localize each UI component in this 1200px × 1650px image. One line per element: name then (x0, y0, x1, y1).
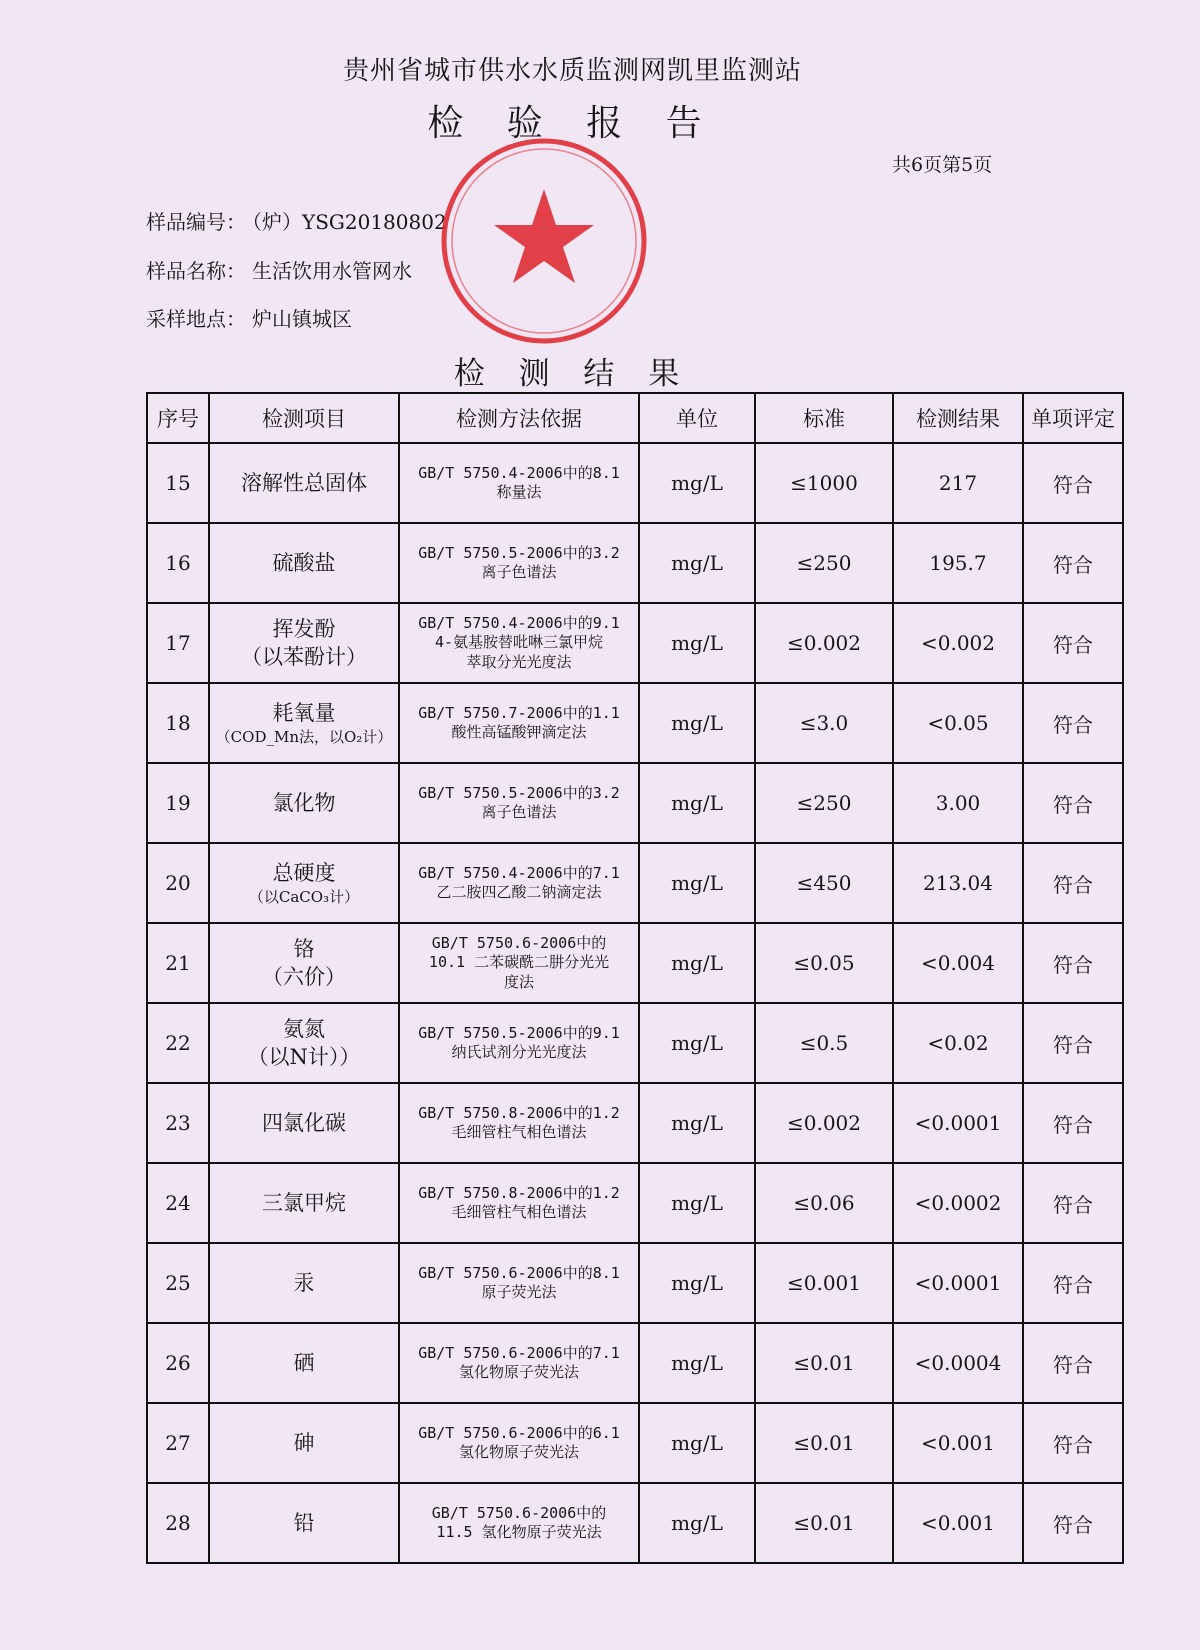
results-table (146, 392, 1124, 1564)
cell-method (399, 1403, 639, 1483)
cell-result: 195.7 (893, 523, 1023, 603)
item-name: 氨氮 (283, 1016, 325, 1041)
cell-standard: ≤450 (755, 843, 893, 923)
cell-standard: ≤250 (755, 763, 893, 843)
method-line: GB/T 5750.5-2006中的9.1 (418, 1023, 620, 1042)
cell-standard: ≤0.5 (755, 1003, 893, 1083)
header-verdict: 单项评定 (1023, 393, 1123, 443)
cell-no: 20 (147, 843, 209, 923)
method-line: 离子色谱法 (481, 563, 557, 581)
cell-result: <0.002 (893, 603, 1023, 683)
cell-unit: mg/L (639, 443, 755, 523)
cell-verdict: 符合 (1023, 843, 1123, 923)
cell-unit: mg/L (639, 683, 755, 763)
cell-result: <0.0001 (893, 1243, 1023, 1323)
item-name: 氯化物 (272, 790, 336, 815)
cell-item (209, 1163, 399, 1243)
method-line: GB/T 5750.4-2006中的7.1 (418, 863, 620, 882)
table-row (147, 1003, 1123, 1083)
table-row (147, 1323, 1123, 1403)
method-line: 毛细管柱气相色谱法 (451, 1203, 587, 1221)
cell-method (399, 683, 639, 763)
cell-item (209, 1243, 399, 1323)
cell-verdict: 符合 (1023, 1083, 1123, 1163)
cell-result: <0.0001 (893, 1083, 1023, 1163)
item-name: 硫酸盐 (272, 550, 336, 575)
item-name: 三氯甲烷 (262, 1190, 346, 1215)
method-line: GB/T 5750.5-2006中的3.2 (418, 543, 620, 562)
cell-item (209, 683, 399, 763)
cell-standard: ≤3.0 (755, 683, 893, 763)
cell-item (209, 1403, 399, 1483)
cell-result: <0.001 (893, 1403, 1023, 1483)
cell-verdict: 符合 (1023, 1003, 1123, 1083)
table-row (147, 923, 1123, 1003)
item-name: 汞 (293, 1270, 315, 1295)
method-line: 氢化物原子荧光法 (458, 1443, 579, 1461)
cell-result: <0.004 (893, 923, 1023, 1003)
method-line: 4-氨基胺替吡啉三氯甲烷 (434, 633, 604, 652)
cell-unit: mg/L (639, 1483, 755, 1563)
item-note: （COD_Mn法，以O₂计） (215, 728, 393, 747)
method-line: 称量法 (496, 483, 542, 501)
method-line: 乙二胺四乙酸二钠滴定法 (436, 883, 602, 901)
cell-unit: mg/L (639, 1403, 755, 1483)
method-line: 原子荧光法 (481, 1283, 557, 1301)
item-note: （以苯酚计） (241, 645, 367, 669)
item-name: 砷 (293, 1430, 315, 1455)
item-name: 溶解性总固体 (241, 470, 367, 495)
method-line: 10.1 二苯碳酰二肼分光光 (428, 953, 610, 972)
cell-no: 18 (147, 683, 209, 763)
item-name: 硒 (293, 1350, 315, 1375)
cell-verdict: 符合 (1023, 443, 1123, 523)
table-row (147, 763, 1123, 843)
cell-standard: ≤250 (755, 523, 893, 603)
header-method: 检测方法依据 (399, 393, 639, 443)
cell-no: 21 (147, 923, 209, 1003)
cell-method (399, 1163, 639, 1243)
cell-method (399, 443, 639, 523)
cell-item (209, 843, 399, 923)
cell-item (209, 1083, 399, 1163)
table-row (147, 1163, 1123, 1243)
table-row (147, 1403, 1123, 1483)
item-name: 铅 (293, 1510, 315, 1535)
method-line: GB/T 5750.7-2006中的1.1 (418, 703, 620, 722)
cell-standard: ≤0.06 (755, 1163, 893, 1243)
method-line: GB/T 5750.6-2006中的8.1 (418, 1263, 620, 1282)
method-line: GB/T 5750.6-2006中的6.1 (418, 1423, 620, 1442)
method-line: 11.5 氢化物原子荧光法 (436, 1523, 602, 1541)
sample-name-label: 样品名称： (146, 259, 246, 283)
cell-unit: mg/L (639, 1083, 755, 1163)
cell-standard: ≤0.002 (755, 603, 893, 683)
cell-result: 217 (893, 443, 1023, 523)
table-row (147, 1243, 1123, 1323)
cell-unit: mg/L (639, 763, 755, 843)
method-line: 氢化物原子荧光法 (458, 1363, 579, 1381)
item-name: 铬 (293, 936, 315, 961)
cell-unit: mg/L (639, 1163, 755, 1243)
table-header-row (147, 393, 1123, 443)
cell-standard: ≤1000 (755, 443, 893, 523)
cell-result: 3.00 (893, 763, 1023, 843)
sample-number (146, 206, 447, 235)
table-row (147, 1483, 1123, 1563)
cell-no: 19 (147, 763, 209, 843)
table-row (147, 683, 1123, 763)
cell-verdict: 符合 (1023, 1483, 1123, 1563)
cell-standard: ≤0.002 (755, 1083, 893, 1163)
cell-verdict: 符合 (1023, 683, 1123, 763)
cell-method (399, 1003, 639, 1083)
item-name: 耗氧量 (272, 700, 336, 725)
cell-no: 23 (147, 1083, 209, 1163)
table-row (147, 843, 1123, 923)
sample-location (146, 303, 352, 332)
header-result: 检测结果 (893, 393, 1023, 443)
sample-number-value: （炉）YSG20180802 (252, 210, 447, 234)
cell-item (209, 1323, 399, 1403)
cell-result: <0.05 (893, 683, 1023, 763)
cell-no: 25 (147, 1243, 209, 1323)
cell-no: 28 (147, 1483, 209, 1563)
cell-verdict: 符合 (1023, 603, 1123, 683)
results-title: 检 测 结 果 (453, 356, 692, 392)
item-note: （六价） (262, 965, 346, 989)
cell-no: 26 (147, 1323, 209, 1403)
item-note: （以CaCO₃计） (248, 888, 360, 907)
header-standard: 标准 (755, 393, 893, 443)
header-unit: 单位 (639, 393, 755, 443)
cell-standard: ≤0.001 (755, 1243, 893, 1323)
cell-unit: mg/L (639, 1003, 755, 1083)
method-line: 毛细管柱气相色谱法 (451, 1123, 587, 1141)
cell-item (209, 603, 399, 683)
cell-standard: ≤0.01 (755, 1403, 893, 1483)
cell-unit: mg/L (639, 923, 755, 1003)
cell-verdict: 符合 (1023, 1403, 1123, 1483)
cell-verdict: 符合 (1023, 523, 1123, 603)
cell-verdict: 符合 (1023, 763, 1123, 843)
method-line: GB/T 5750.4-2006中的8.1 (418, 463, 620, 482)
method-line: 离子色谱法 (481, 803, 557, 821)
sample-location-label: 采样地点： (146, 307, 246, 331)
cell-unit: mg/L (639, 603, 755, 683)
method-line: GB/T 5750.6-2006中的 (431, 933, 607, 952)
cell-method (399, 603, 639, 683)
sample-location-value: 炉山镇城区 (252, 307, 352, 331)
cell-unit: mg/L (639, 1323, 755, 1403)
report-title: 检 验 报 告 (427, 103, 718, 144)
cell-item (209, 1483, 399, 1563)
item-name: 挥发酚 (272, 616, 336, 641)
table-row (147, 1083, 1123, 1163)
method-line: GB/T 5750.5-2006中的3.2 (418, 783, 620, 802)
cell-method (399, 763, 639, 843)
header-item: 检测项目 (209, 393, 399, 443)
cell-unit: mg/L (639, 843, 755, 923)
method-line: 萃取分光光度法 (466, 652, 572, 671)
cell-verdict: 符合 (1023, 1243, 1123, 1323)
method-line: GB/T 5750.6-2006中的7.1 (418, 1343, 620, 1362)
item-name: 四氯化碳 (262, 1110, 346, 1135)
cell-item (209, 443, 399, 523)
table-row (147, 523, 1123, 603)
cell-standard: ≤0.05 (755, 923, 893, 1003)
sample-number-label: 样品编号： (146, 210, 246, 234)
cell-method (399, 523, 639, 603)
sample-name (146, 255, 412, 284)
method-line: GB/T 5750.4-2006中的9.1 (418, 613, 620, 632)
cell-verdict: 符合 (1023, 1163, 1123, 1243)
cell-item (209, 923, 399, 1003)
cell-no: 24 (147, 1163, 209, 1243)
method-line: GB/T 5750.8-2006中的1.2 (418, 1183, 620, 1202)
cell-unit: mg/L (639, 523, 755, 603)
method-line: 纳氏试剂分光光度法 (451, 1043, 587, 1061)
cell-item (209, 763, 399, 843)
cell-standard: ≤0.01 (755, 1323, 893, 1403)
table-row (147, 443, 1123, 523)
method-line: 酸性高锰酸钾滴定法 (451, 723, 587, 741)
cell-item (209, 1003, 399, 1083)
method-line: GB/T 5750.8-2006中的1.2 (418, 1103, 620, 1122)
cell-no: 16 (147, 523, 209, 603)
cell-result: <0.0004 (893, 1323, 1023, 1403)
cell-method (399, 1323, 639, 1403)
cell-no: 15 (147, 443, 209, 523)
header-no: 序号 (147, 393, 209, 443)
organization-name: 贵州省城市供水水质监测网凯里监测站 (342, 56, 802, 86)
cell-method (399, 923, 639, 1003)
cell-unit: mg/L (639, 1243, 755, 1323)
cell-standard: ≤0.01 (755, 1483, 893, 1563)
cell-result: <0.001 (893, 1483, 1023, 1563)
cell-no: 17 (147, 603, 209, 683)
sample-name-value: 生活饮用水管网水 (252, 259, 412, 283)
cell-no: 27 (147, 1403, 209, 1483)
cell-verdict: 符合 (1023, 923, 1123, 1003)
official-seal-stamp (438, 135, 650, 347)
page-info: 共6页第5页 (892, 154, 993, 176)
cell-result: <0.02 (893, 1003, 1023, 1083)
table-row (147, 603, 1123, 683)
cell-method (399, 1483, 639, 1563)
cell-result: <0.0002 (893, 1163, 1023, 1243)
cell-method (399, 1083, 639, 1163)
cell-no: 22 (147, 1003, 209, 1083)
method-line: 度法 (503, 972, 534, 991)
method-line: GB/T 5750.6-2006中的 (431, 1503, 607, 1522)
cell-method (399, 1243, 639, 1323)
seal-star-icon (494, 189, 594, 283)
cell-item (209, 523, 399, 603)
cell-verdict: 符合 (1023, 1323, 1123, 1403)
item-note: （以N计）） (247, 1045, 361, 1069)
cell-method (399, 843, 639, 923)
item-name: 总硬度 (272, 860, 336, 885)
cell-result: 213.04 (893, 843, 1023, 923)
